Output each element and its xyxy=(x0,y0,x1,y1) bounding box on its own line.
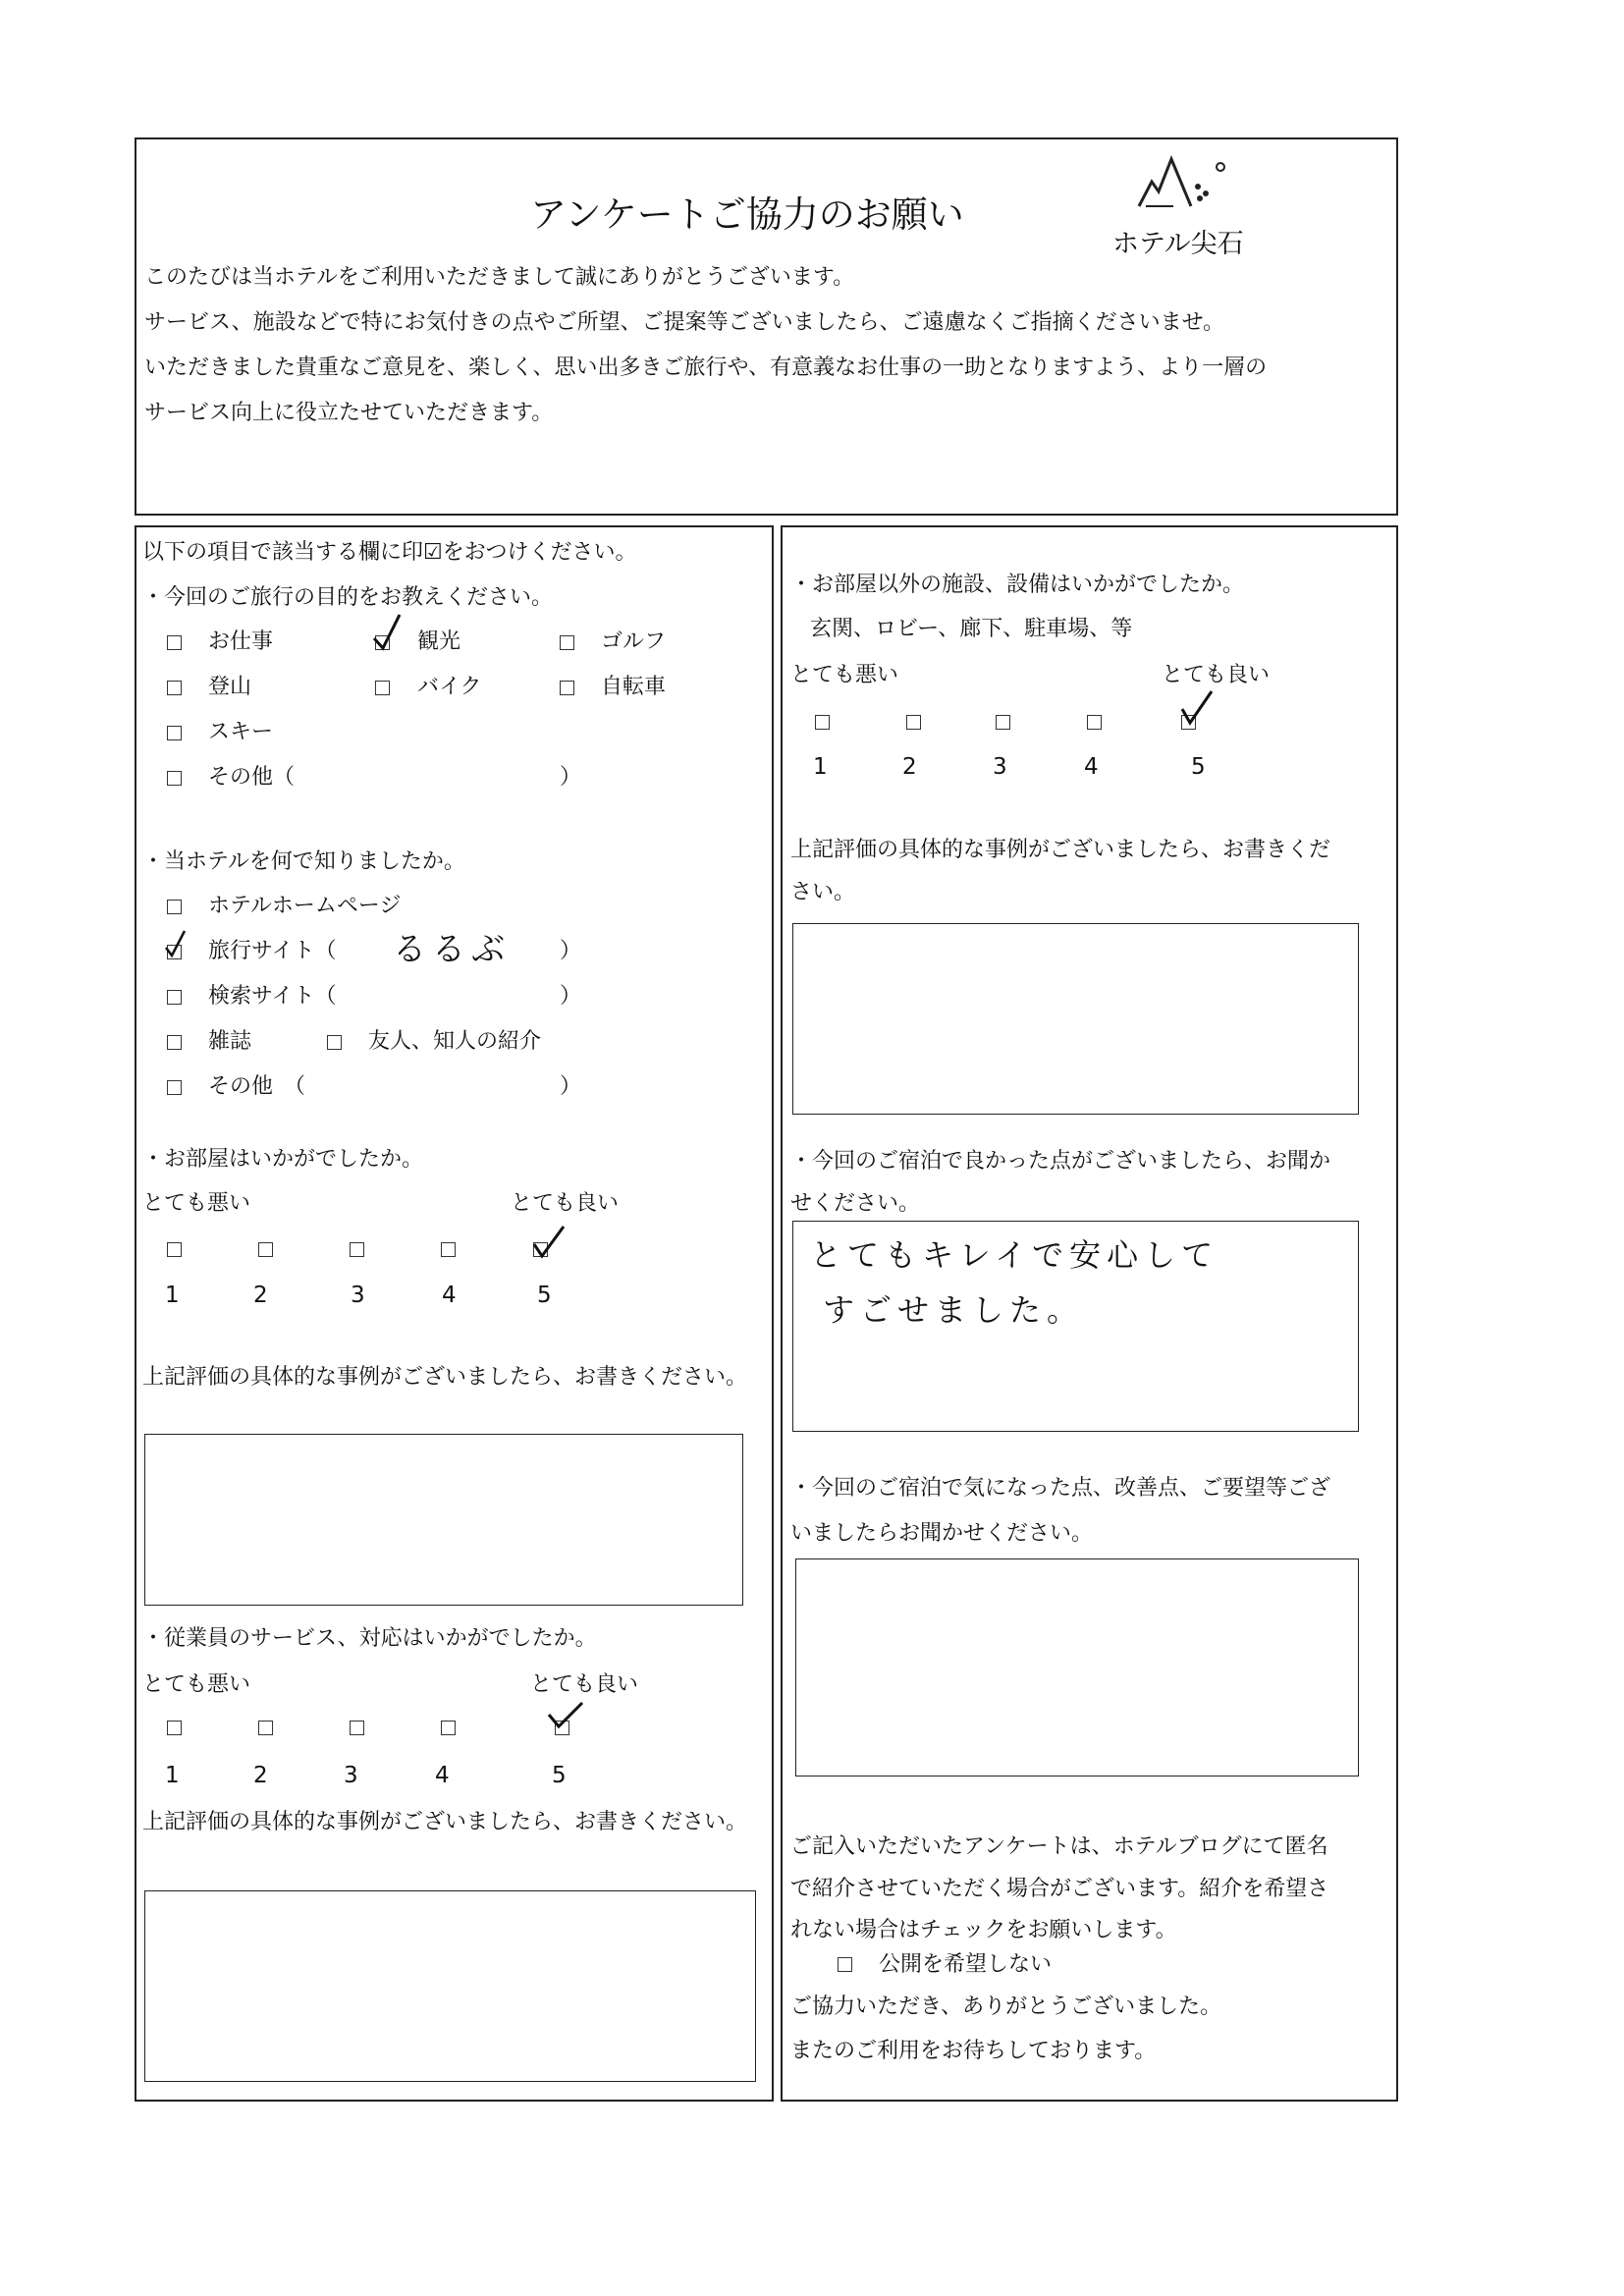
staff-rating-num-1: 1 xyxy=(165,1763,180,1788)
check-mark-icon xyxy=(370,611,419,652)
purpose-label-climbing: 登山 xyxy=(208,675,252,699)
room-rating-checkbox-3[interactable] xyxy=(350,1242,364,1257)
intro-line-1: このたびは当ホテルをご利用いただきまして誠にありがとうございます。 xyxy=(144,265,855,290)
check-mark-icon xyxy=(1176,687,1225,729)
staff-rating-checkbox-1[interactable] xyxy=(167,1721,182,1735)
purpose-checkbox-bike[interactable] xyxy=(375,681,390,695)
closing-line-3: れない場合はチェックをお願いします。 xyxy=(790,1918,1177,1942)
source-label-search-site: 検索サイト（ xyxy=(208,984,337,1009)
source-checkbox-search-site[interactable] xyxy=(167,990,182,1005)
closing-line-1: ご記入いただいたアンケートは、ホテルブログにて匿名 xyxy=(790,1834,1328,1859)
facilities-rating-num-4: 4 xyxy=(1084,754,1099,780)
staff-rating-num-2: 2 xyxy=(253,1763,268,1788)
source-question: ・当ホテルを何で知りましたか。 xyxy=(142,849,465,874)
room-detail-prompt: 上記評価の具体的な事例がございましたら、お書きください。 xyxy=(142,1365,748,1390)
room-low-label: とても悪い xyxy=(142,1191,251,1216)
staff-question: ・従業員のサービス、対応はいかがでしたか。 xyxy=(142,1626,597,1651)
room-rating-checkbox-4[interactable] xyxy=(441,1242,456,1257)
improvements-question-2: いましたらお聞かせください。 xyxy=(790,1521,1094,1546)
facilities-rating-checkbox-3[interactable] xyxy=(996,715,1010,730)
source-label-hotel-homepage: ホテルホームページ xyxy=(208,894,402,918)
check-mark-icon xyxy=(163,928,192,959)
source-search-site-close: ） xyxy=(560,984,582,1009)
facilities-low-label: とても悪い xyxy=(790,663,899,687)
room-comment-box[interactable] xyxy=(144,1434,743,1606)
purpose-label-bicycle: 自転車 xyxy=(601,675,667,699)
source-label-magazine: 雑誌 xyxy=(208,1029,252,1054)
purpose-checkbox-ski[interactable] xyxy=(167,726,182,740)
good-points-answer-line-1: とてもキレイで安心して xyxy=(810,1236,1219,1274)
facilities-detail-prompt-2: さい。 xyxy=(790,880,856,904)
source-checkbox-friend[interactable] xyxy=(327,1035,342,1050)
closing-line-2: で紹介させていただく場合がございます。紹介を希望さ xyxy=(790,1877,1329,1901)
room-rating-checkbox-2[interactable] xyxy=(258,1242,273,1257)
good-points-question-1: ・今回のご宿泊で良かった点がございましたら、お聞か xyxy=(790,1149,1331,1174)
good-points-answer-line-2: すごせました。 xyxy=(823,1291,1085,1329)
good-points-question-2: せください。 xyxy=(790,1191,921,1216)
purpose-checkbox-climbing[interactable] xyxy=(167,681,182,695)
left-column-box xyxy=(135,525,774,2102)
source-label-friend: 友人、知人の紹介 xyxy=(368,1029,542,1054)
source-checkbox-other[interactable] xyxy=(167,1080,182,1095)
source-checkbox-hotel-homepage[interactable] xyxy=(167,900,182,914)
purpose-checkbox-other[interactable] xyxy=(167,771,182,786)
staff-low-label: とても悪い xyxy=(142,1672,251,1697)
purpose-checkbox-golf[interactable] xyxy=(560,635,574,650)
facilities-rating-num-1: 1 xyxy=(813,754,828,780)
room-rating-num-2: 2 xyxy=(253,1283,268,1308)
no-publish-checkbox[interactable] xyxy=(838,1957,852,1972)
no-publish-label: 公開を希望しない xyxy=(879,1952,1053,1977)
facilities-high-label: とても良い xyxy=(1162,663,1271,687)
staff-rating-checkbox-3[interactable] xyxy=(350,1721,364,1735)
purpose-question: ・今回のご旅行の目的をお教えください。 xyxy=(142,585,554,610)
source-other-close: ） xyxy=(560,1074,582,1099)
intro-line-4: サービス向上に役立たせていただきます。 xyxy=(144,401,554,425)
facilities-rating-num-2: 2 xyxy=(902,754,917,780)
room-rating-num-4: 4 xyxy=(442,1283,457,1308)
source-travel-site-close: ） xyxy=(560,939,582,963)
facilities-examples: 玄関、ロビー、廊下、駐車場、等 xyxy=(810,617,1133,641)
mountain-logo-icon xyxy=(1105,147,1252,216)
purpose-checkbox-business[interactable] xyxy=(167,635,182,650)
staff-rating-num-4: 4 xyxy=(435,1763,450,1788)
room-rating-checkbox-1[interactable] xyxy=(167,1242,182,1257)
closing-await: またのご利用をお待ちしております。 xyxy=(790,2039,1157,2063)
hotel-logo xyxy=(1105,147,1252,260)
purpose-label-ski: スキー xyxy=(208,720,274,744)
facilities-rating-num-3: 3 xyxy=(993,754,1007,780)
facilities-detail-prompt-1: 上記評価の具体的な事例がございましたら、お書きくだ xyxy=(790,838,1331,862)
staff-rating-checkbox-2[interactable] xyxy=(258,1721,273,1735)
source-label-other: その他 （ xyxy=(208,1074,306,1099)
facilities-comment-box[interactable] xyxy=(792,923,1359,1115)
facilities-rating-num-5: 5 xyxy=(1191,754,1206,780)
check-mark-icon xyxy=(545,1697,594,1738)
hotel-logo-text: ホテル尖石 xyxy=(1112,229,1244,259)
instruction-text: 以下の項目で該当する欄に印☑をおつけください。 xyxy=(142,540,637,565)
intro-line-2: サービス、施設などで特にお気付きの点やご所望、ご提案等ございましたら、ご遠慮なくご指摘くださいませ。 xyxy=(144,310,1225,335)
room-rating-num-5: 5 xyxy=(537,1283,552,1308)
check-mark-icon xyxy=(530,1221,579,1262)
facilities-question: ・お部屋以外の施設、設備はいかがでしたか。 xyxy=(790,573,1245,597)
room-rating-num-1: 1 xyxy=(165,1283,180,1308)
page-title: アンケートご協力のお願い xyxy=(530,193,964,236)
purpose-label-business: お仕事 xyxy=(208,629,274,654)
source-checkbox-magazine[interactable] xyxy=(167,1035,182,1050)
staff-detail-prompt: 上記評価の具体的な事例がございましたら、お書きください。 xyxy=(142,1810,748,1834)
intro-line-3: いただきました貴重なご意見を、楽しく、思い出多きご旅行や、有意義なお仕事の一助となりますよう、より一層の xyxy=(144,355,1268,380)
purpose-label-sightseeing: 観光 xyxy=(417,629,461,654)
room-question: ・お部屋はいかがでしたか。 xyxy=(142,1147,424,1172)
improvements-question-1: ・今回のご宿泊で気になった点、改善点、ご要望等ござ xyxy=(790,1476,1331,1501)
staff-high-label: とても良い xyxy=(530,1672,639,1697)
staff-comment-box[interactable] xyxy=(144,1890,756,2082)
purpose-label-bike: バイク xyxy=(417,675,482,699)
purpose-label-other: その他（ xyxy=(208,765,296,790)
purpose-checkbox-bicycle[interactable] xyxy=(560,681,574,695)
source-label-travel-site: 旅行サイト（ xyxy=(208,939,337,963)
purpose-other-close: ） xyxy=(560,765,582,790)
staff-rating-checkbox-4[interactable] xyxy=(441,1721,456,1735)
purpose-label-golf: ゴルフ xyxy=(601,629,667,654)
facilities-rating-checkbox-2[interactable] xyxy=(906,715,921,730)
room-rating-num-3: 3 xyxy=(351,1283,365,1308)
handwritten-travel-site: るるぶ xyxy=(393,930,511,969)
facilities-rating-checkbox-1[interactable] xyxy=(815,715,830,730)
facilities-rating-checkbox-4[interactable] xyxy=(1087,715,1102,730)
closing-thanks: ご協力いただき、ありがとうございました。 xyxy=(790,1995,1222,2019)
staff-rating-num-5: 5 xyxy=(552,1763,567,1788)
improvements-answer-box[interactable] xyxy=(795,1558,1359,1777)
room-high-label: とても良い xyxy=(511,1191,620,1216)
staff-rating-num-3: 3 xyxy=(344,1763,358,1788)
